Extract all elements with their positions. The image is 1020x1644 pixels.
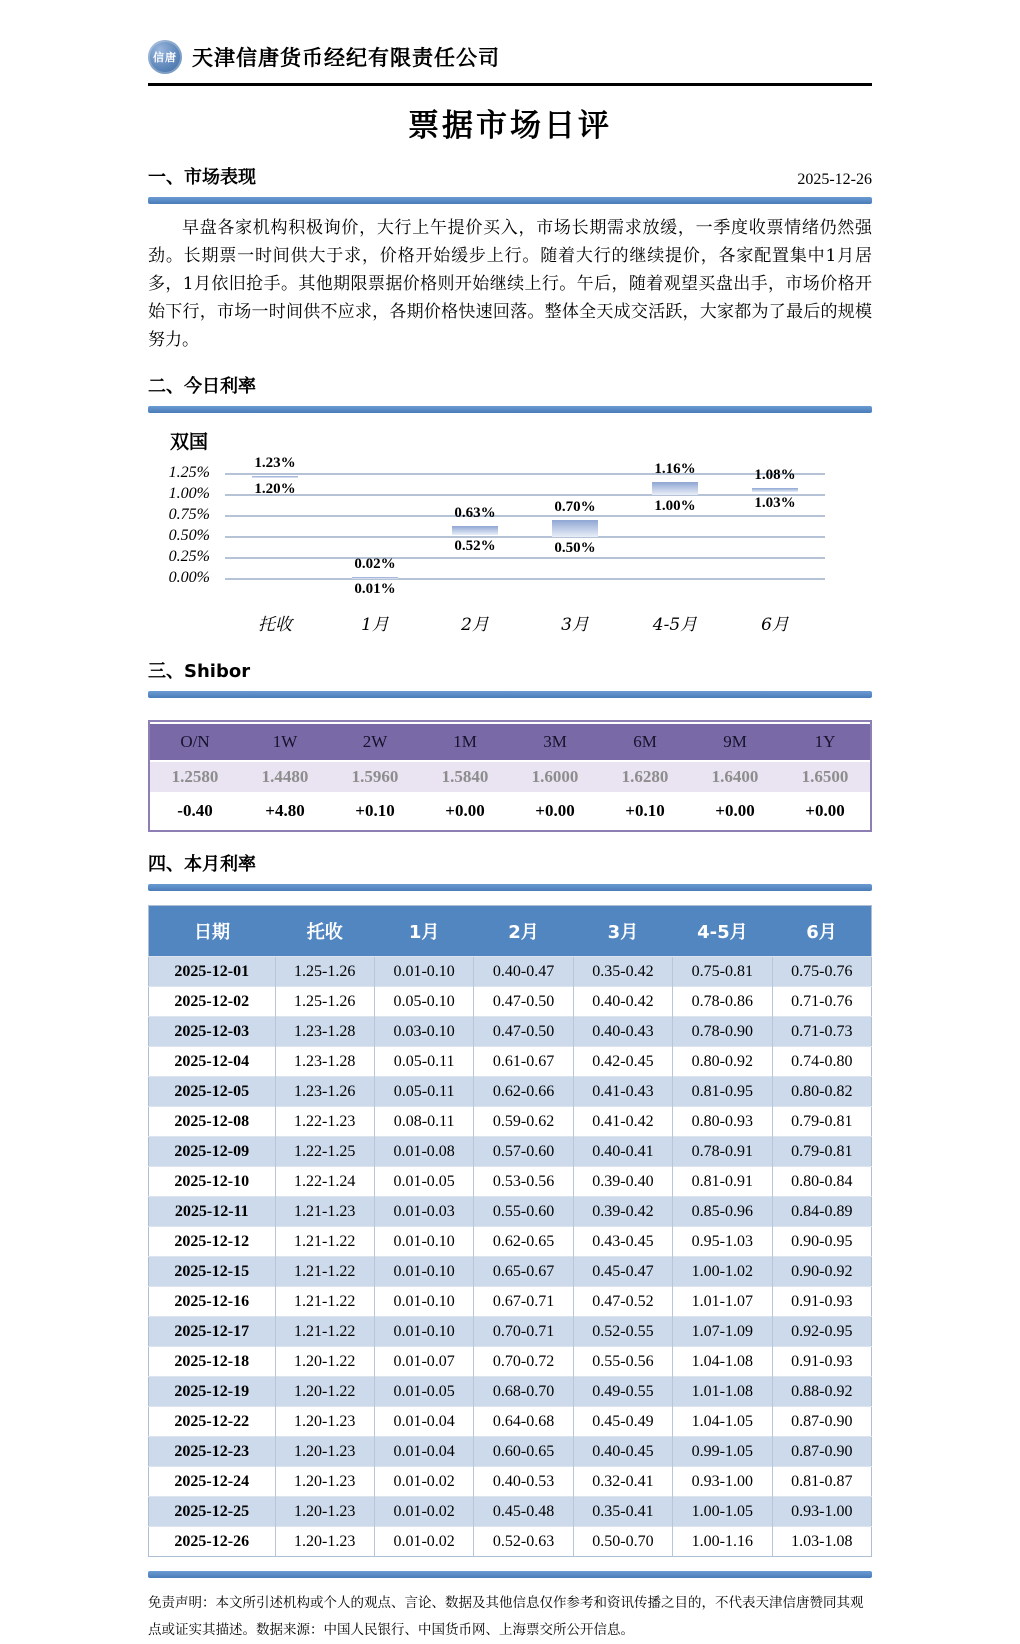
shibor-rate: 1.6000	[510, 762, 600, 792]
monthly-range: 1.23-1.26	[275, 1077, 374, 1107]
shibor-change: +0.00	[510, 794, 600, 828]
chart-y-tick-label: 0.00%	[168, 569, 210, 586]
monthly-range: 0.55-0.60	[474, 1197, 573, 1227]
footer-rule	[148, 1571, 872, 1578]
monthly-range: 0.71-0.73	[772, 1017, 871, 1047]
monthly-range: 0.87-0.90	[772, 1437, 871, 1467]
monthly-date: 2025-12-23	[149, 1437, 276, 1467]
monthly-date: 2025-12-01	[149, 957, 276, 987]
monthly-range: 0.81-0.91	[673, 1167, 772, 1197]
monthly-range: 0.90-0.92	[772, 1257, 871, 1287]
shibor-change-row	[150, 794, 870, 828]
shibor-tenor: O/N	[150, 724, 240, 760]
table-row	[149, 1497, 872, 1527]
monthly-range: 0.75-0.81	[673, 957, 772, 987]
monthly-range: 1.25-1.26	[275, 957, 374, 987]
monthly-range: 0.40-0.45	[573, 1437, 672, 1467]
monthly-date: 2025-12-08	[149, 1107, 276, 1137]
chart-low-label: 1.20%	[254, 481, 296, 498]
section-1-title: 一、市场表现	[148, 167, 256, 188]
monthly-range: 0.47-0.50	[474, 987, 573, 1017]
monthly-date: 2025-12-09	[149, 1137, 276, 1167]
shibor-tenor: 9M	[690, 724, 780, 760]
monthly-range: 0.05-0.10	[374, 987, 473, 1017]
monthly-range: 0.40-0.42	[573, 987, 672, 1017]
monthly-range: 0.80-0.93	[673, 1107, 772, 1137]
chart-y-tick-label: 1.25%	[168, 464, 210, 481]
section-2-title: 二、今日利率	[148, 376, 256, 397]
monthly-range: 1.21-1.22	[275, 1227, 374, 1257]
monthly-range: 0.61-0.67	[474, 1047, 573, 1077]
monthly-range: 0.39-0.42	[573, 1197, 672, 1227]
section-3-header	[148, 657, 872, 683]
monthly-date: 2025-12-04	[149, 1047, 276, 1077]
monthly-range: 0.71-0.76	[772, 987, 871, 1017]
monthly-col-header: 1月	[374, 906, 473, 957]
shibor-tenor: 3M	[510, 724, 600, 760]
monthly-range: 1.22-1.23	[275, 1107, 374, 1137]
company-name: 天津信唐货币经纪有限责任公司	[192, 46, 500, 70]
chart-range-bar	[352, 577, 398, 579]
monthly-range: 0.45-0.49	[573, 1407, 672, 1437]
monthly-range: 1.20-1.23	[275, 1497, 374, 1527]
monthly-range: 0.78-0.86	[673, 987, 772, 1017]
shibor-tenor: 1M	[420, 724, 510, 760]
monthly-range: 0.79-0.81	[772, 1137, 871, 1167]
monthly-range: 0.60-0.65	[474, 1437, 573, 1467]
monthly-range: 1.23-1.28	[275, 1047, 374, 1077]
monthly-range: 1.20-1.23	[275, 1407, 374, 1437]
monthly-range: 1.00-1.05	[673, 1497, 772, 1527]
table-row	[149, 987, 872, 1017]
monthly-col-header: 4-5月	[673, 906, 772, 957]
monthly-range: 0.01-0.08	[374, 1137, 473, 1167]
chart-x-tick-label: 2月	[461, 615, 489, 635]
monthly-body	[149, 957, 872, 1557]
section-2-header	[148, 372, 872, 398]
monthly-range: 0.78-0.91	[673, 1137, 772, 1167]
monthly-range: 0.62-0.65	[474, 1227, 573, 1257]
shibor-rate: 1.6400	[690, 762, 780, 792]
monthly-range: 0.55-0.56	[573, 1347, 672, 1377]
table-row	[149, 1407, 872, 1437]
monthly-range: 0.84-0.89	[772, 1197, 871, 1227]
chart-range-bar	[752, 488, 798, 492]
monthly-col-header: 6月	[772, 906, 871, 957]
chart-y-axis	[148, 464, 214, 586]
shibor-rate: 1.4480	[240, 762, 330, 792]
shibor-rate: 1.6280	[600, 762, 690, 792]
monthly-range: 0.93-1.00	[673, 1467, 772, 1497]
monthly-range: 0.70-0.71	[474, 1317, 573, 1347]
section-4-header	[148, 850, 872, 876]
table-row	[149, 1227, 872, 1257]
monthly-range: 0.41-0.42	[573, 1107, 672, 1137]
monthly-range: 1.23-1.28	[275, 1017, 374, 1047]
chart-gridline	[225, 557, 825, 559]
monthly-date: 2025-12-02	[149, 987, 276, 1017]
shibor-change: +0.10	[600, 794, 690, 828]
chart-gridline	[225, 515, 825, 517]
chart-high-label: 1.23%	[254, 454, 296, 471]
monthly-range: 0.64-0.68	[474, 1407, 573, 1437]
monthly-date: 2025-12-24	[149, 1467, 276, 1497]
monthly-col-header: 日期	[149, 906, 276, 957]
monthly-range: 0.91-0.93	[772, 1347, 871, 1377]
disclaimer-text: 免责声明：本文所引述机构或个人的观点、言论、数据及其他信息仅作参考和资讯传播之目的，不代表天津信唐赞同其观点或证实其描述。数据来源：中国人民银行、中国货币网、上海票交所公开信息。	[148, 1595, 864, 1638]
monthly-range: 1.20-1.23	[275, 1437, 374, 1467]
monthly-range: 0.05-0.11	[374, 1077, 473, 1107]
report-date: 2025-12-26	[797, 171, 872, 188]
chart-y-tick-label: 0.25%	[168, 548, 210, 565]
monthly-date: 2025-12-16	[149, 1287, 276, 1317]
section-4-rule	[148, 884, 872, 891]
table-row	[149, 1167, 872, 1197]
monthly-range: 0.40-0.41	[573, 1137, 672, 1167]
chart-high-label: 0.02%	[354, 556, 396, 573]
shibor-change: +4.80	[240, 794, 330, 828]
monthly-date: 2025-12-18	[149, 1347, 276, 1377]
monthly-range: 0.59-0.62	[474, 1107, 573, 1137]
monthly-header-row	[149, 906, 872, 957]
section-1-rule	[148, 197, 872, 204]
shibor-change: +0.00	[420, 794, 510, 828]
chart-range-bar	[552, 520, 598, 537]
section-3-title: 三、Shibor	[148, 661, 251, 682]
monthly-range: 0.32-0.41	[573, 1467, 672, 1497]
table-row	[149, 1107, 872, 1137]
monthly-range: 0.01-0.04	[374, 1407, 473, 1437]
monthly-rate-table	[148, 905, 872, 1557]
shibor-tenor: 2W	[330, 724, 420, 760]
monthly-range: 1.07-1.09	[673, 1317, 772, 1347]
monthly-range: 0.01-0.04	[374, 1437, 473, 1467]
market-commentary: 早盘各家机构积极询价，大行上午提价买入，市场长期需求放缓，一季度收票情绪仍然强劲。长期票一时间供大于求，价格开始缓步上行。随着大行的继续提价，各家配置集中1月居多，1月依旧抢手。其他期限票据价格则开始继续上行。午后，随着观望买盘出手，市场价格开始下行，市场一时间供不应求，各期价格快速回落。整体全天成交活跃，大家都为了最后的规模努力。	[148, 218, 872, 350]
monthly-range: 0.01-0.10	[374, 1317, 473, 1347]
monthly-range: 0.42-0.45	[573, 1047, 672, 1077]
page-title: 票据市场日评	[408, 108, 612, 144]
shibor-change: +0.10	[330, 794, 420, 828]
monthly-range: 1.00-1.02	[673, 1257, 772, 1287]
chart-high-label: 0.70%	[554, 499, 596, 516]
chart-low-label: 1.03%	[754, 495, 796, 512]
monthly-range: 0.85-0.96	[673, 1197, 772, 1227]
monthly-date: 2025-12-03	[149, 1017, 276, 1047]
monthly-col-header: 3月	[573, 906, 672, 957]
monthly-range: 0.45-0.48	[474, 1497, 573, 1527]
monthly-range: 1.04-1.05	[673, 1407, 772, 1437]
monthly-range: 1.03-1.08	[772, 1527, 871, 1557]
monthly-range: 1.25-1.26	[275, 987, 374, 1017]
monthly-range: 1.21-1.22	[275, 1287, 374, 1317]
monthly-range: 0.01-0.10	[374, 1227, 473, 1257]
chart-high-label: 1.08%	[754, 467, 796, 484]
monthly-date: 2025-12-11	[149, 1197, 276, 1227]
chart-x-tick-label: 1月	[361, 615, 389, 635]
section-1-header	[148, 163, 872, 189]
shibor-rate-row	[150, 762, 870, 792]
monthly-range: 0.80-0.84	[772, 1167, 871, 1197]
monthly-range: 0.52-0.63	[474, 1527, 573, 1557]
monthly-range: 0.90-0.95	[772, 1227, 871, 1257]
chart-range-bar	[452, 526, 498, 535]
monthly-date: 2025-12-22	[149, 1407, 276, 1437]
masthead	[148, 0, 872, 74]
table-row	[149, 1047, 872, 1077]
table-row	[149, 1077, 872, 1107]
chart-low-label: 0.01%	[354, 581, 396, 598]
monthly-range: 0.92-0.95	[772, 1317, 871, 1347]
monthly-range: 0.75-0.76	[772, 957, 871, 987]
monthly-range: 0.08-0.11	[374, 1107, 473, 1137]
company-logo-icon: 信唐	[148, 40, 182, 74]
monthly-date: 2025-12-25	[149, 1497, 276, 1527]
monthly-range: 1.01-1.07	[673, 1287, 772, 1317]
monthly-range: 0.05-0.11	[374, 1047, 473, 1077]
shibor-table	[148, 720, 872, 832]
chart-y-tick-label: 0.75%	[168, 506, 210, 523]
monthly-range: 1.20-1.23	[275, 1467, 374, 1497]
section-2-rule	[148, 406, 872, 413]
masthead-rule	[148, 83, 872, 86]
monthly-range: 0.88-0.92	[772, 1377, 871, 1407]
monthly-range: 0.01-0.10	[374, 957, 473, 987]
table-row	[149, 1317, 872, 1347]
monthly-date: 2025-12-12	[149, 1227, 276, 1257]
monthly-range: 0.81-0.87	[772, 1467, 871, 1497]
chart-x-tick-label: 4-5月	[652, 615, 698, 635]
monthly-range: 0.01-0.07	[374, 1347, 473, 1377]
monthly-range: 0.74-0.80	[772, 1047, 871, 1077]
chart-range-bar	[252, 476, 298, 479]
chart-high-label: 0.63%	[454, 505, 496, 522]
monthly-range: 0.01-0.05	[374, 1167, 473, 1197]
monthly-range: 0.35-0.42	[573, 957, 672, 987]
monthly-col-header: 托收	[275, 906, 374, 957]
monthly-range: 0.01-0.02	[374, 1497, 473, 1527]
table-row	[149, 1017, 872, 1047]
monthly-range: 1.21-1.22	[275, 1317, 374, 1347]
table-row	[149, 1377, 872, 1407]
chart-y-tick-label: 0.50%	[168, 527, 210, 544]
monthly-date: 2025-12-26	[149, 1527, 276, 1557]
monthly-range: 0.53-0.56	[474, 1167, 573, 1197]
table-row	[149, 1257, 872, 1287]
shibor-rate: 1.2580	[150, 762, 240, 792]
monthly-date: 2025-12-19	[149, 1377, 276, 1407]
shibor-change: -0.40	[150, 794, 240, 828]
monthly-range: 0.50-0.70	[573, 1527, 672, 1557]
monthly-range: 0.67-0.71	[474, 1287, 573, 1317]
chart-low-label: 0.50%	[554, 540, 596, 556]
monthly-date: 2025-12-17	[149, 1317, 276, 1347]
chart-gridline	[225, 578, 825, 580]
monthly-range: 0.57-0.60	[474, 1137, 573, 1167]
table-row	[149, 1467, 872, 1497]
shibor-tenor: 1W	[240, 724, 330, 760]
chart-plot	[225, 454, 825, 598]
shibor-rate: 1.6500	[780, 762, 870, 792]
monthly-range: 1.21-1.22	[275, 1257, 374, 1287]
monthly-range: 1.20-1.22	[275, 1347, 374, 1377]
monthly-range: 0.01-0.03	[374, 1197, 473, 1227]
chart-gridline	[225, 536, 825, 538]
chart-low-label: 0.52%	[454, 538, 496, 555]
monthly-range: 1.22-1.25	[275, 1137, 374, 1167]
shibor-tenor: 6M	[600, 724, 690, 760]
monthly-range: 0.43-0.45	[573, 1227, 672, 1257]
monthly-range: 0.93-1.00	[772, 1497, 871, 1527]
monthly-date: 2025-12-15	[149, 1257, 276, 1287]
table-row	[149, 1137, 872, 1167]
monthly-range: 0.49-0.55	[573, 1377, 672, 1407]
shibor-change: +0.00	[780, 794, 870, 828]
monthly-date: 2025-12-05	[149, 1077, 276, 1107]
section-4-title: 四、本月利率	[148, 854, 256, 875]
monthly-range: 0.01-0.10	[374, 1287, 473, 1317]
monthly-range: 0.99-1.05	[673, 1437, 772, 1467]
chart-x-tick-label: 3月	[561, 615, 589, 635]
monthly-range: 0.80-0.82	[772, 1077, 871, 1107]
chart-title: 双国	[170, 431, 209, 453]
shibor-rate: 1.5840	[420, 762, 510, 792]
monthly-range: 0.40-0.43	[573, 1017, 672, 1047]
chart-y-tick-label: 1.00%	[168, 485, 210, 502]
shibor-tenor: 1Y	[780, 724, 870, 760]
monthly-range: 0.47-0.50	[474, 1017, 573, 1047]
monthly-range: 0.78-0.90	[673, 1017, 772, 1047]
monthly-range: 0.03-0.10	[374, 1017, 473, 1047]
monthly-range: 1.01-1.08	[673, 1377, 772, 1407]
monthly-range: 0.47-0.52	[573, 1287, 672, 1317]
monthly-range: 0.52-0.55	[573, 1317, 672, 1347]
monthly-range: 0.01-0.02	[374, 1467, 473, 1497]
monthly-range: 0.39-0.40	[573, 1167, 672, 1197]
monthly-range: 0.40-0.53	[474, 1467, 573, 1497]
monthly-range: 0.01-0.05	[374, 1377, 473, 1407]
monthly-date: 2025-12-10	[149, 1167, 276, 1197]
monthly-range: 1.20-1.22	[275, 1377, 374, 1407]
rate-range-chart	[148, 427, 872, 639]
monthly-range: 1.04-1.08	[673, 1347, 772, 1377]
shibor-rate: 1.5960	[330, 762, 420, 792]
table-row	[149, 1197, 872, 1227]
monthly-range: 0.81-0.95	[673, 1077, 772, 1107]
table-row	[149, 1527, 872, 1557]
monthly-range: 0.62-0.66	[474, 1077, 573, 1107]
table-row	[149, 1347, 872, 1377]
monthly-range: 1.00-1.16	[673, 1527, 772, 1557]
section-3-rule	[148, 691, 872, 698]
monthly-range: 0.80-0.92	[673, 1047, 772, 1077]
chart-low-label: 1.00%	[654, 498, 696, 514]
table-row	[149, 1437, 872, 1467]
monthly-range: 0.40-0.47	[474, 957, 573, 987]
table-row	[149, 1287, 872, 1317]
monthly-range: 0.68-0.70	[474, 1377, 573, 1407]
monthly-range: 0.95-1.03	[673, 1227, 772, 1257]
monthly-range: 0.91-0.93	[772, 1287, 871, 1317]
monthly-col-header: 2月	[474, 906, 573, 957]
monthly-range: 1.20-1.23	[275, 1527, 374, 1557]
monthly-range: 0.79-0.81	[772, 1107, 871, 1137]
monthly-range: 0.65-0.67	[474, 1257, 573, 1287]
monthly-range: 0.70-0.72	[474, 1347, 573, 1377]
chart-x-tick-label: 托收	[258, 615, 292, 635]
monthly-range: 0.45-0.47	[573, 1257, 672, 1287]
monthly-range: 0.01-0.10	[374, 1257, 473, 1287]
monthly-range: 1.21-1.23	[275, 1197, 374, 1227]
table-row	[149, 957, 872, 987]
chart-high-label: 1.16%	[654, 460, 696, 477]
shibor-header-row	[150, 724, 870, 760]
chart-range-bar	[652, 482, 698, 495]
chart-x-tick-label: 6月	[761, 615, 789, 635]
shibor-change: +0.00	[690, 794, 780, 828]
monthly-range: 0.87-0.90	[772, 1407, 871, 1437]
monthly-range: 0.35-0.41	[573, 1497, 672, 1527]
monthly-range: 0.01-0.02	[374, 1527, 473, 1557]
monthly-range: 1.22-1.24	[275, 1167, 374, 1197]
monthly-range: 0.41-0.43	[573, 1077, 672, 1107]
